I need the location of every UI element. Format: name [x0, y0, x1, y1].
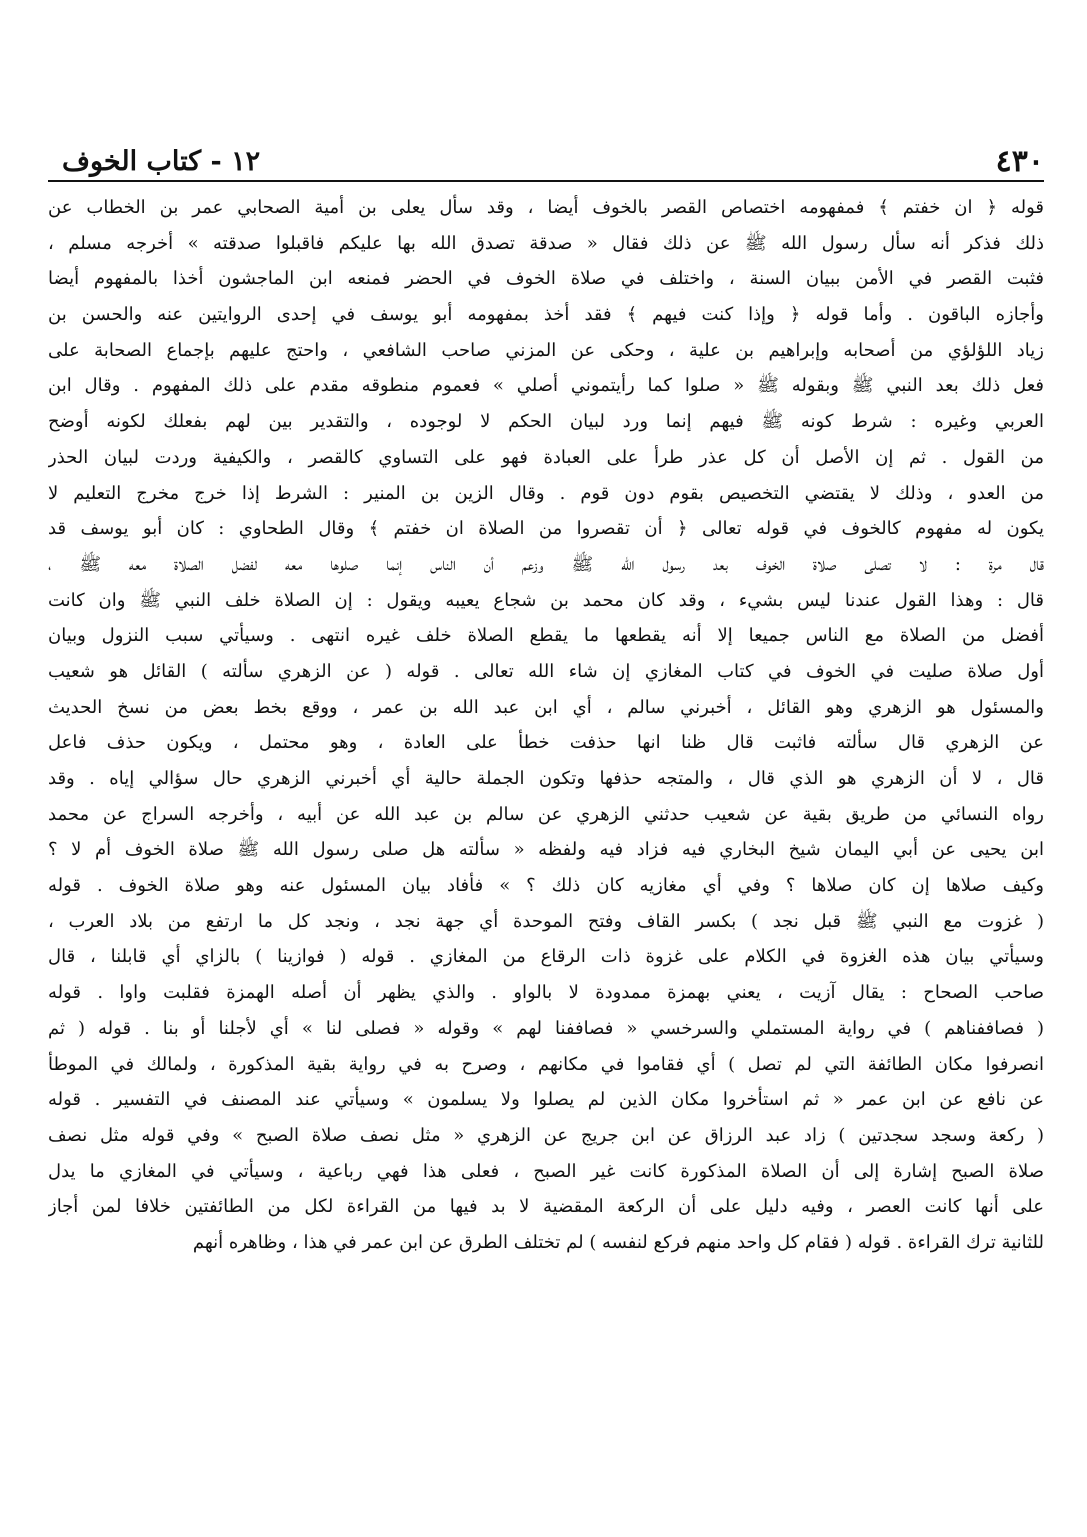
text-line: العربي وغيره : شرط كونه ﷺ فيهم إنما ورد لبيان الحكم لا لوجوده ، والتقدير بين لهم بفعلك لكونه أوضح [48, 411, 1044, 433]
text-line: صاحب الصحاح : يقال آزيت ، يعني بهمزة ممدودة لا بالواو . والذي يظهر أن أصله الهمزة فقلبت واوا . قوله [48, 982, 1044, 1004]
text-line: يكون له مفهوم كالخوف في قوله تعالى ﴿ أن تقصروا من الصلاة ان خفتم ﴾ وقال الطحاوي : كان أبو يوسف قد [48, 518, 1044, 540]
text-line: قال : وهذا القول عندنا ليس بشيء ، وقد كان محمد بن شجاع يعيبه ويقول : إن الصلاة خلف النبي ﷺ وان كانت [48, 589, 1044, 611]
text-line: من القول . ثم إن الأصل أن كل عذر طرأ على العبادة فهو على التساوي كالقصر ، والكيفية وردت لبيان الحذر [48, 446, 1044, 468]
text-line: عن نافع عن ابن عمر « ثم استأخروا مكان الذين لم يصلوا ولا يسلمون » وسيأتي عند المصنف في التفسير . قوله [48, 1089, 1044, 1111]
text-line: والمسئول هو الزهري وهو القائل ، أخبرني سالم ، أي ابن عبد الله بن عمر ، ووقع بخط بعض من نسخ الحديث [48, 696, 1044, 718]
text-line: وكيف صلاها إن كان صلاها ؟ وفي أي مغازيه كان ذلك ؟ » فأفاد بيان المسئول عنه وهو صلاة الخوف . قوله [48, 875, 1044, 897]
text-line: ابن يحيى عن أبي اليمان شيخ البخاري فيه فزاد فيه ولفظه « سألته هل صلى رسول الله ﷺ صلاة الخوف أم لا ؟ [48, 839, 1044, 861]
text-line: عن الزهري قال سألته فاثبت قال ظنا انها حذفت خطأ على العادة ، وهو محتمل ، ويكون حذف فاعل [48, 732, 1044, 754]
text-line: قال مرة : لا تصلى صلاة الخوف بعد رسول الله ﷺ وزعم أن الناس إنما صلوها معه لفضل الصلاة معه ﷺ ، [48, 553, 1044, 575]
text-line: ( فصاففناهم ) في رواية المستملي والسرخسي « فصاففنا لهم » وقوله « فصلى لنا » أي لأجلنا أو بنا . قوله ( ثم [48, 1017, 1044, 1039]
section-title: ١٢ - كتاب الخوف [62, 146, 261, 177]
body-text [48, 190, 1044, 1261]
header-divider [48, 180, 1044, 182]
text-line: على أنها كانت العصر ، وفيه دليل على أن الركعة المقضية لا بد فيها من القراءة لكل من الطائفتين خلافا لمن أجاز [48, 1196, 1044, 1218]
text-line: قوله ﴿ ان خفتم ﴾ فمفهومه اختصاص القصر بالخوف أيضا ، وقد سأل يعلى بن أمية الصحابي عمر بن الخطاب عن [48, 197, 1044, 218]
text-line: أفضل من الصلاة مع الناس جميعا إلا أنه يقطعها ما يقطع الصلاة خلف غيره انتهى . وسيأتي سبب النزول وبيان [48, 625, 1044, 647]
text-line: رواه النسائي من طريق بقية عن شعيب حدثني الزهري عن سالم بن عبد الله عن أبيه ، وأخرجه السراج عن محمد [48, 803, 1044, 825]
text-line: قال ، لا أن الزهري هو الذي قال ، والمتجه حذفها وتكون الجملة حالية أي أخبرني الزهري حال سؤالي إياه . وقد [48, 768, 1044, 789]
text-line: وأجازه الباقون . وأما قوله ﴿ وإذا كنت فيهم ﴾ فقد أخذ بمفهومه أبو يوسف في إحدى الروايتين عنه والحسن بن [48, 304, 1044, 326]
page-number: ٤٣٠ [995, 144, 1044, 179]
text-line: أول صلاة صليت في الخوف في كتاب المغازي إن شاء الله تعالى . قوله ( عن الزهري سألته ) القائل هو شعيب [48, 660, 1044, 682]
text-line: وسيأتي بيان هذه الغزوة في الكلام على غزوة ذات الرقاع من المغازي . قوله ( فوازينا ) بالزاي أي قابلنا ، قال [48, 946, 1044, 968]
text-line: ذلك فذكر أنه سأل رسول الله ﷺ عن ذلك فقال « صدقة تصدق الله بها عليكم فاقبلوا صدقته » أخرجه مسلم ، [48, 232, 1044, 254]
text-line: ( ركعة وسجد سجدتين ) زاد عبد الرزاق عن ابن جريج عن الزهري « مثل نصف صلاة الصبح » وفي قوله مثل نصف [48, 1124, 1044, 1146]
text-line: صلاة الصبح إشارة إلى أن الصلاة المذكورة كانت غير الصبح ، فعلى هذا فهي رباعية ، وسيأتي في المغازي ما يدل [48, 1160, 1044, 1182]
text-line: زياد اللؤلؤي من أصحابه وإبراهيم بن علية ، وحكى عن المزني صاحب الشافعي ، واحتج عليهم بإجماع الصحابة على [48, 339, 1044, 361]
text-line: للثانية ترك القراءة . قوله ( فقام كل واحد منهم فركع لنفسه ) لم تختلف الطرق عن ابن عمر في هذا ، وظاهره أنهم [192, 1231, 1044, 1253]
text-line: فعل ذلك بعد النبي ﷺ وبقوله ﷺ « صلوا كما رأيتموني أصلي » فعموم منطوقه مقدم على ذلك المفهوم . وقال ابن [48, 375, 1044, 397]
page-header [48, 142, 1044, 182]
text-line: من العدو ، وذلك لا يقتضي التخصيص بقوم دون قوم . وقال الزين بن المنير : الشرط إذا خرج مخرج التعليم لا [48, 482, 1044, 504]
text-line: انصرفوا مكان الطائفة التي لم تصل ) أي فقاموا في مكانهم ، وصرح به في رواية بقية المذكورة ، ولمالك في الموطأ [48, 1053, 1044, 1075]
book-page [48, 120, 1044, 1520]
text-line: فثبت القصر في الأمن ببيان السنة ، واختلف في صلاة الخوف في الحضر فمنعه ابن الماجشون أخذا بالمفهوم أيضا [48, 268, 1044, 290]
text-line: ( غزوت مع النبي ﷺ قبل نجد ) بكسر القاف وفتح الموحدة أي جهة نجد ، ونجد كل ما ارتفع من بلاد العرب ، [48, 910, 1044, 932]
